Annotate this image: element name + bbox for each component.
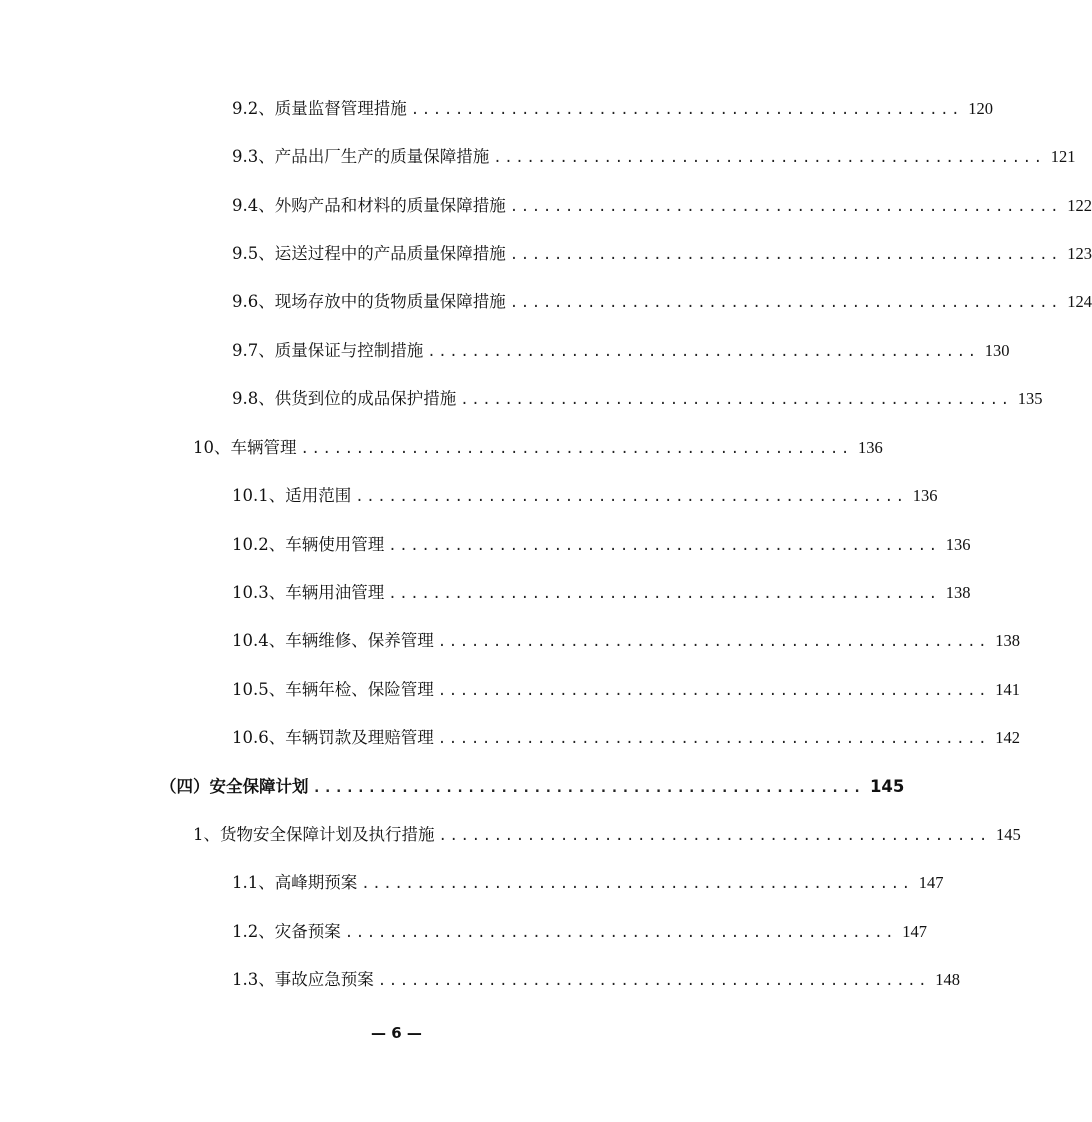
toc-entry-title: 1.3、事故应急预案 (232, 970, 374, 989)
toc-entry-page: 136 (945, 535, 971, 554)
toc-entry-page: 124 (1067, 292, 1092, 311)
toc-dot-leader: .................................................. (509, 247, 1062, 263)
toc-entry[interactable] (232, 626, 1020, 656)
toc-entry-page: 123 (1067, 244, 1092, 263)
toc-entry[interactable] (232, 530, 971, 560)
toc-entry[interactable] (232, 94, 993, 124)
toc-dot-leader: .................................................. (437, 634, 990, 650)
toc-entry-title: 9.7、质量保证与控制措施 (232, 341, 424, 360)
toc-dot-leader: .................................................. (427, 344, 979, 360)
toc-entry[interactable] (232, 239, 1092, 269)
toc-entry-title: 9.2、质量监督管理措施 (232, 99, 407, 118)
toc-dot-leader: .................................................. (361, 876, 913, 892)
toc-dot-leader: .................................................. (438, 828, 990, 844)
toc-entry-page: 138 (995, 631, 1020, 650)
toc-entry[interactable] (232, 384, 1043, 414)
toc-entry-title: 10.2、车辆使用管理 (232, 535, 385, 554)
toc-dot-leader: .................................................. (344, 925, 897, 941)
page-number-footer: — 6 — (371, 1024, 422, 1042)
toc-entry-title: 10.3、车辆用油管理 (232, 583, 385, 602)
toc-entry-page: 136 (857, 438, 883, 457)
toc-entry-page: 136 (912, 486, 938, 505)
toc-dot-leader: .................................................. (312, 780, 864, 796)
toc-dot-leader: .................................................. (355, 489, 907, 505)
toc-dot-leader: .................................................. (437, 683, 990, 699)
toc-dot-leader: .................................................. (388, 538, 940, 554)
toc-dot-leader: .................................................. (509, 295, 1062, 311)
toc-dot-leader: .................................................. (300, 441, 852, 457)
toc-entry-title: 9.3、产品出厂生产的质量保障措施 (232, 147, 490, 166)
toc-entry-chapter[interactable] (160, 772, 905, 802)
toc-entry[interactable] (232, 191, 1092, 221)
toc-entry-page: 122 (1067, 196, 1092, 215)
toc-dot-leader: .................................................. (377, 973, 930, 989)
toc-entry[interactable] (232, 868, 944, 898)
toc-entry-page: 138 (945, 583, 971, 602)
toc-entry[interactable] (232, 578, 971, 608)
toc-entry-title: 10.4、车辆维修、保养管理 (232, 631, 434, 650)
toc-entry[interactable] (193, 433, 883, 463)
toc-entry[interactable] (232, 336, 1010, 366)
toc-dot-leader: .................................................. (460, 392, 1012, 408)
toc-dot-leader: .................................................. (410, 102, 963, 118)
toc-entry[interactable] (232, 287, 1092, 317)
toc-entry-page: 145 (869, 777, 905, 796)
toc-entry-title: 10、车辆管理 (193, 438, 297, 457)
toc-entry-title: 9.5、运送过程中的产品质量保障措施 (232, 244, 506, 263)
toc-entry-title: 10.1、适用范围 (232, 486, 352, 505)
toc-entry-page: 141 (995, 680, 1020, 699)
toc-dot-leader: .................................................. (388, 586, 940, 602)
toc-dot-leader: .................................................. (437, 731, 990, 747)
toc-entry-title: 1.1、高峰期预案 (232, 873, 358, 892)
toc-entry[interactable] (232, 965, 960, 995)
toc-entry-page: 145 (995, 825, 1021, 844)
toc-entry-title: 10.5、车辆年检、保险管理 (232, 680, 434, 699)
toc-dot-leader: .................................................. (493, 150, 1045, 166)
toc-entry-page: 147 (918, 873, 944, 892)
toc-entry-title: 1、货物安全保障计划及执行措施 (193, 825, 435, 844)
toc-entry-title: 9.6、现场存放中的货物质量保障措施 (232, 292, 506, 311)
toc-entry[interactable] (232, 481, 938, 511)
toc-entry-page: 135 (1017, 389, 1043, 408)
toc-entry[interactable] (232, 917, 927, 947)
toc-entry-page: 147 (902, 922, 927, 941)
toc-entry[interactable] (232, 675, 1020, 705)
toc-entry-title: 9.8、供货到位的成品保护措施 (232, 389, 457, 408)
toc-entry[interactable] (193, 820, 1021, 850)
toc-entry-page: 142 (995, 728, 1020, 747)
toc-entry[interactable] (232, 142, 1076, 172)
toc-entry-page: 130 (984, 341, 1010, 360)
toc-entry[interactable] (232, 723, 1020, 753)
toc-entry-title: 9.4、外购产品和材料的质量保障措施 (232, 196, 506, 215)
toc-entry-title: 10.6、车辆罚款及理赔管理 (232, 728, 434, 747)
toc-entry-page: 148 (935, 970, 960, 989)
toc-entry-title: 1.2、灾备预案 (232, 922, 341, 941)
toc-entry-page: 120 (968, 99, 993, 118)
toc-entry-page: 121 (1050, 147, 1076, 166)
toc-entry-title: （四）安全保障计划 (160, 777, 309, 796)
toc-dot-leader: .................................................. (509, 199, 1062, 215)
